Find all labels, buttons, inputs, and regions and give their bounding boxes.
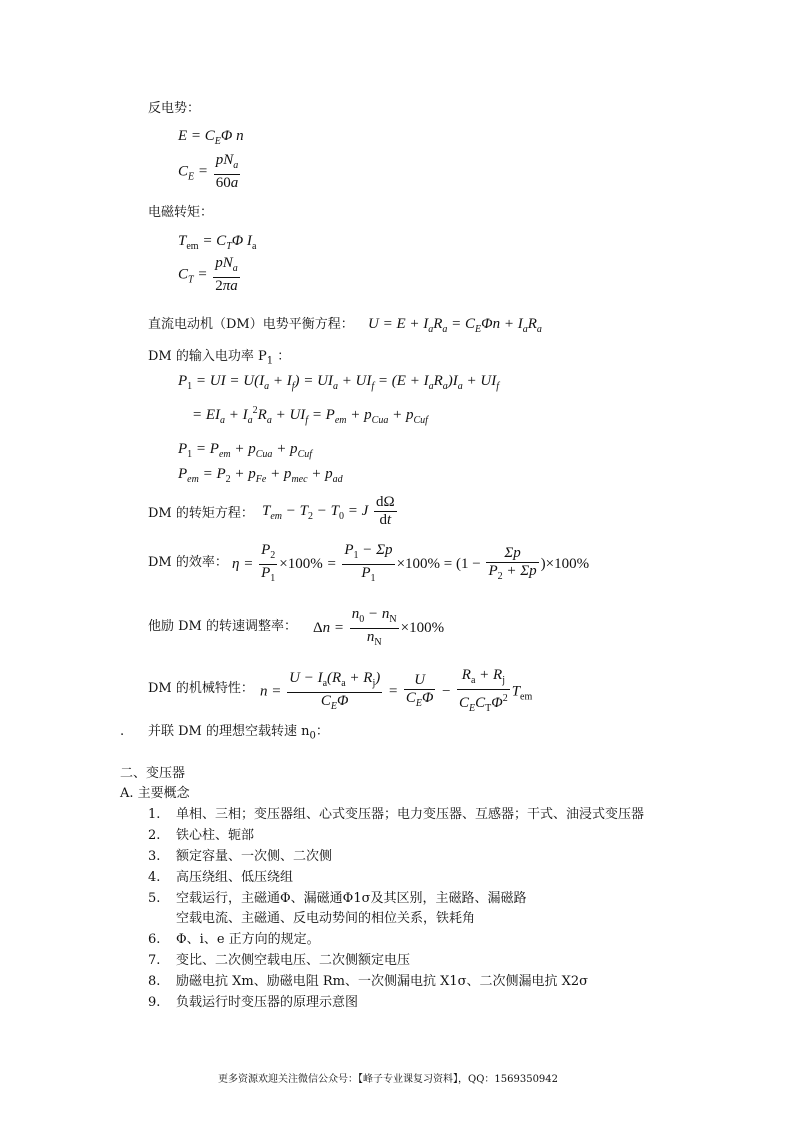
- list-item: 1.: [148, 807, 161, 822]
- formula-mech-characteristic: n = $\frac{U - I_a(R_a + R_j)}{C_E\Phi}$ = $\frac{U}{C_E\Phi}$ − $\frac{R_a + R_j}{C_EC_T\Phi^2}$ $T_{em}$: [260, 667, 533, 714]
- list-item: 4.: [148, 870, 161, 885]
- back-emf-label: 反电势：: [148, 101, 201, 116]
- list-item: 7.: [148, 953, 161, 968]
- formula-p1-a: $P_1$ = UI = $U(I_a + I_f) = UI_a + UI_f = (E + I_aR_a)I_a + UI_f$: [178, 373, 499, 392]
- list-item: 9.: [148, 995, 161, 1010]
- formula-speed-regulation: Δn = $\frac{n_0 - n_N}{n_N}$ ×100%: [313, 606, 445, 648]
- speed-regulation-label: 他励 DM 的转速调整率：: [148, 619, 297, 634]
- emf-balance-label: 直流电动机（DM）电势平衡方程：: [148, 317, 354, 332]
- formula-tem: $T_{em} = C_T\Phi$ $I_a$: [178, 233, 257, 252]
- list-item-text: 单相、三相；变压器组、心式变压器；电力变压器、互感器；干式、油浸式变压器: [176, 807, 645, 822]
- formula-p1-b: = $EI_a + I_a^2R_a + UI_f = P_{em} + p_{Cua} + p_{Cuf}$: [192, 405, 428, 426]
- list-item-text: 铁心柱、轭部: [176, 828, 255, 843]
- list-item-text: Φ、i、e 正方向的规定。: [176, 932, 320, 947]
- list-item-text: 励磁电抗 Xm、励磁电阻 Rm、一次侧漏电抗 X1σ、二次侧漏电抗 X2σ: [176, 974, 589, 989]
- efficiency-label: DM 的效率：: [148, 555, 228, 570]
- section-title: 二、变压器: [120, 766, 186, 781]
- list-item-text: 变比、二次侧空载电压、二次侧额定电压: [176, 953, 411, 968]
- page-footer: 更多资源欢迎关注微信公众号：【峰子专业课复习资料】，QQ：1569350942: [218, 1074, 559, 1085]
- ideal-noload-label: 并联 DM 的理想空载转速 $n_0$：: [148, 724, 329, 742]
- torque-eq-label: DM 的转矩方程：: [148, 506, 254, 521]
- mech-characteristic-label: DM 的机械特性：: [148, 681, 254, 696]
- list-item: 3.: [148, 849, 161, 864]
- list-item: 2.: [148, 828, 161, 843]
- list-item: 5.: [148, 891, 161, 906]
- formula-emf-balance: $U = E + I_aR_a = C_E\Phi n + I_aR_a$: [368, 316, 542, 335]
- em-torque-label: 电磁转矩：: [148, 205, 214, 220]
- formula-ce: $C_E$ = $\frac{pN_a}{60a}$: [178, 152, 239, 191]
- list-item-text: 空载运行，主磁通Φ、漏磁通Φ1σ及其区别，主磁路、漏磁路: [176, 891, 527, 906]
- list-item: 8.: [148, 974, 161, 989]
- formula-ct: $C_T$ = $\frac{pN_a}{2\pi a}$: [178, 255, 238, 294]
- list-item-text: 额定容量、一次侧、二次侧: [176, 849, 333, 864]
- formula-p1-c: $P_1 = P_{em} + p_{Cua} + p_{Cuf}$: [178, 441, 313, 460]
- formula-pem: $P_{em} = P_2 + p_{Fe} + p_{mec} + p_{ad}$: [178, 466, 343, 485]
- list-item-text: 负载运行时变压器的原理示意图: [176, 995, 359, 1010]
- section-sub-a: A. 主要概念: [120, 786, 190, 801]
- input-power-label: DM 的输入电功率 $P_1$ ：: [148, 349, 291, 367]
- list-item-text: 空载电流、主磁通、反电动势间的相位关系，铁耗角: [176, 911, 476, 926]
- formula-efficiency: η = $\frac{P_2}{P_1}$ ×100% = $\frac{P_1 - \Sigma p}{P_1}$ ×100% = (1 − $\frac{\Sigma p}{P_2 + \Sigma p}$ )×100%: [232, 542, 590, 584]
- formula-emf: $E = C_E\Phi$ n: [178, 128, 244, 147]
- list-item: 6.: [148, 932, 161, 947]
- list-item-text: 高压绕组、低压绕组: [176, 870, 294, 885]
- dot-marker: .: [120, 724, 125, 739]
- formula-torque: $T_{em} - T_2 - T_0 = J$ $\frac{d\Omega}{dt}$: [262, 494, 395, 528]
